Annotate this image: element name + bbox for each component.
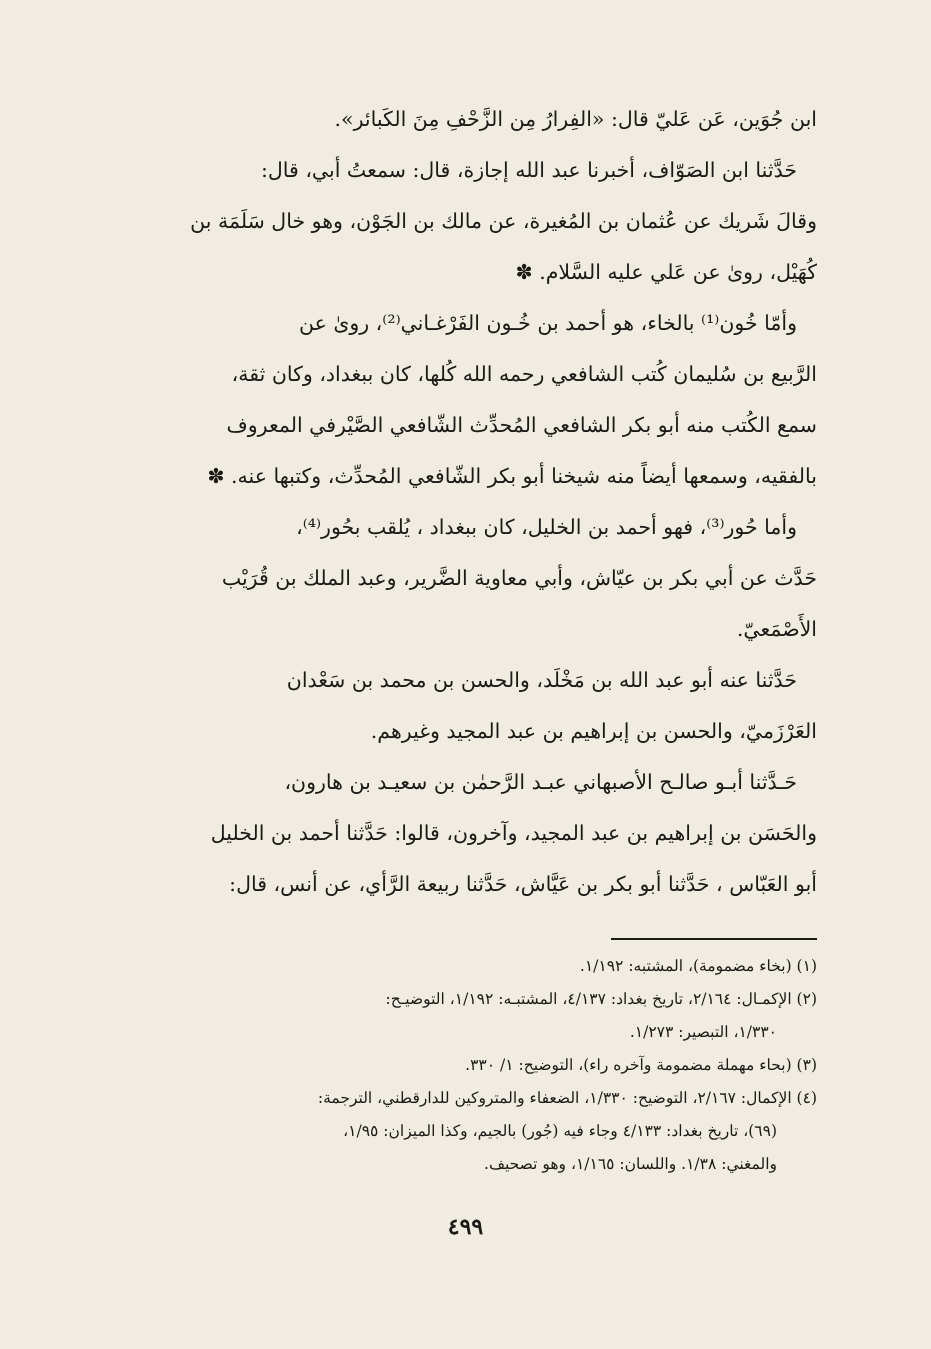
footnotes bbox=[134, 950, 817, 1181]
text-line: وقالَ شَريك عن عُثمان بن المُغيرة، عن مالك بن الجَوْن، وهو خال سَلَمَة بن bbox=[190, 209, 817, 233]
main-text bbox=[134, 94, 817, 910]
text-line: والحَسَن بن إبراهيم بن عبد المجيد، وآخرون، قالوا: حَدَّثنا أحمد بن الخليل bbox=[210, 821, 817, 845]
footnote-line: والمغني: ١/٣٨. واللسان: ١/١٦٥، وهو تصحيف. bbox=[484, 1155, 777, 1173]
text-line: حَدَّثنا ابن الصَوّاف، أخبرنا عبد الله إجازة، قال: سمعتُ أبي، قال: bbox=[260, 158, 797, 182]
text-line: حَدَّثنا عنه أبو عبد الله بن مَخْلَد، والحسن بن محمد بن سَعْدان bbox=[286, 668, 797, 692]
text-line: سمع الكُتب منه أبو بكر الشافعي المُحدِّث الشّافعي الصَّيْرفي المعروف bbox=[226, 413, 817, 437]
footnote-line: (١) (بخاء مضمومة)، المشتبه: ١/١٩٢. bbox=[579, 957, 817, 975]
text-line: العَرْزَميّ، والحسن بن إبراهيم بن عبد المجيد وغيرهم. bbox=[370, 719, 817, 743]
text-line: بالفقيه، وسمعها أيضاً منه شيخنا أبو بكر الشّافعي المُحدِّث، وكتبها عنه. ✽ bbox=[207, 464, 817, 488]
footnote-divider bbox=[611, 938, 817, 940]
footnote-line: (٤) الإكمال: ٢/١٦٧، التوضيح: ١/٣٣٠، الضعفاء والمتروكين للدارقطني، الترجمة: bbox=[317, 1089, 817, 1107]
footnote-line: (٣) (بحاء مهملة مضمومة وآخره راء)، التوضيح: ١/ ٣٣٠. bbox=[465, 1056, 817, 1074]
page-number: ٤٩٩ bbox=[447, 1214, 484, 1240]
footnote-line: (٦٩)، تاريخ بغداد: ٤/١٣٣ وجاء فيه (جُور) بالجيم، وكذا الميزان: ١/٩٥، bbox=[343, 1122, 777, 1140]
text-line: أبو العَبّاس ، حَدَّثنا أبو بكر بن عَيَّاش، حَدَّثنا ربيعة الرَّأي، عن أنس، قال: bbox=[229, 872, 817, 896]
text-line: الأَصْمَعيّ. bbox=[736, 617, 817, 641]
footnote-line: (٢) الإكمـال: ٢/١٦٤، تاريخ بغداد: ٤/١٣٧، المشتبـه: ١/١٩٢، التوضيـح: bbox=[385, 990, 817, 1008]
text-line: الرَّبيع بن سُليمان كُتب الشافعي رحمه الله كُلها، كان ببغداد، وكان ثقة، bbox=[231, 362, 817, 386]
text-line: وأما حُور⁽³⁾، فهو أحمد بن الخليل، كان ببغداد ، يُلقب بحُور⁽⁴⁾، bbox=[296, 515, 797, 539]
text-line: وأمّا خُون⁽¹⁾ بالخاء، هو أحمد بن خُـون الفَرْغـاني⁽²⁾، روىٰ عن bbox=[298, 311, 797, 335]
text-line: حَـدَّثنا أبـو صالـح الأصبهاني عبـد الرَّحمٰن بن سعيـد بن هارون، bbox=[284, 770, 797, 794]
footnote-line: ١/٣٣٠، التبصير: ١/٢٧٣. bbox=[629, 1023, 777, 1041]
text-line: كُهَيْل، روىٰ عن عَلي عليه السَّلام. ✽ bbox=[515, 260, 817, 284]
text-line: حَدَّث عن أبي بكر بن عيّاش، وأبي معاوية الضَّرير، وعبد الملك بن قُرَيْب bbox=[221, 566, 817, 590]
text-line: ابن جُوَين، عَن عَليّ قال: «الفِرارُ مِن الزَّحْفِ مِنَ الكَبائر». bbox=[334, 107, 817, 131]
